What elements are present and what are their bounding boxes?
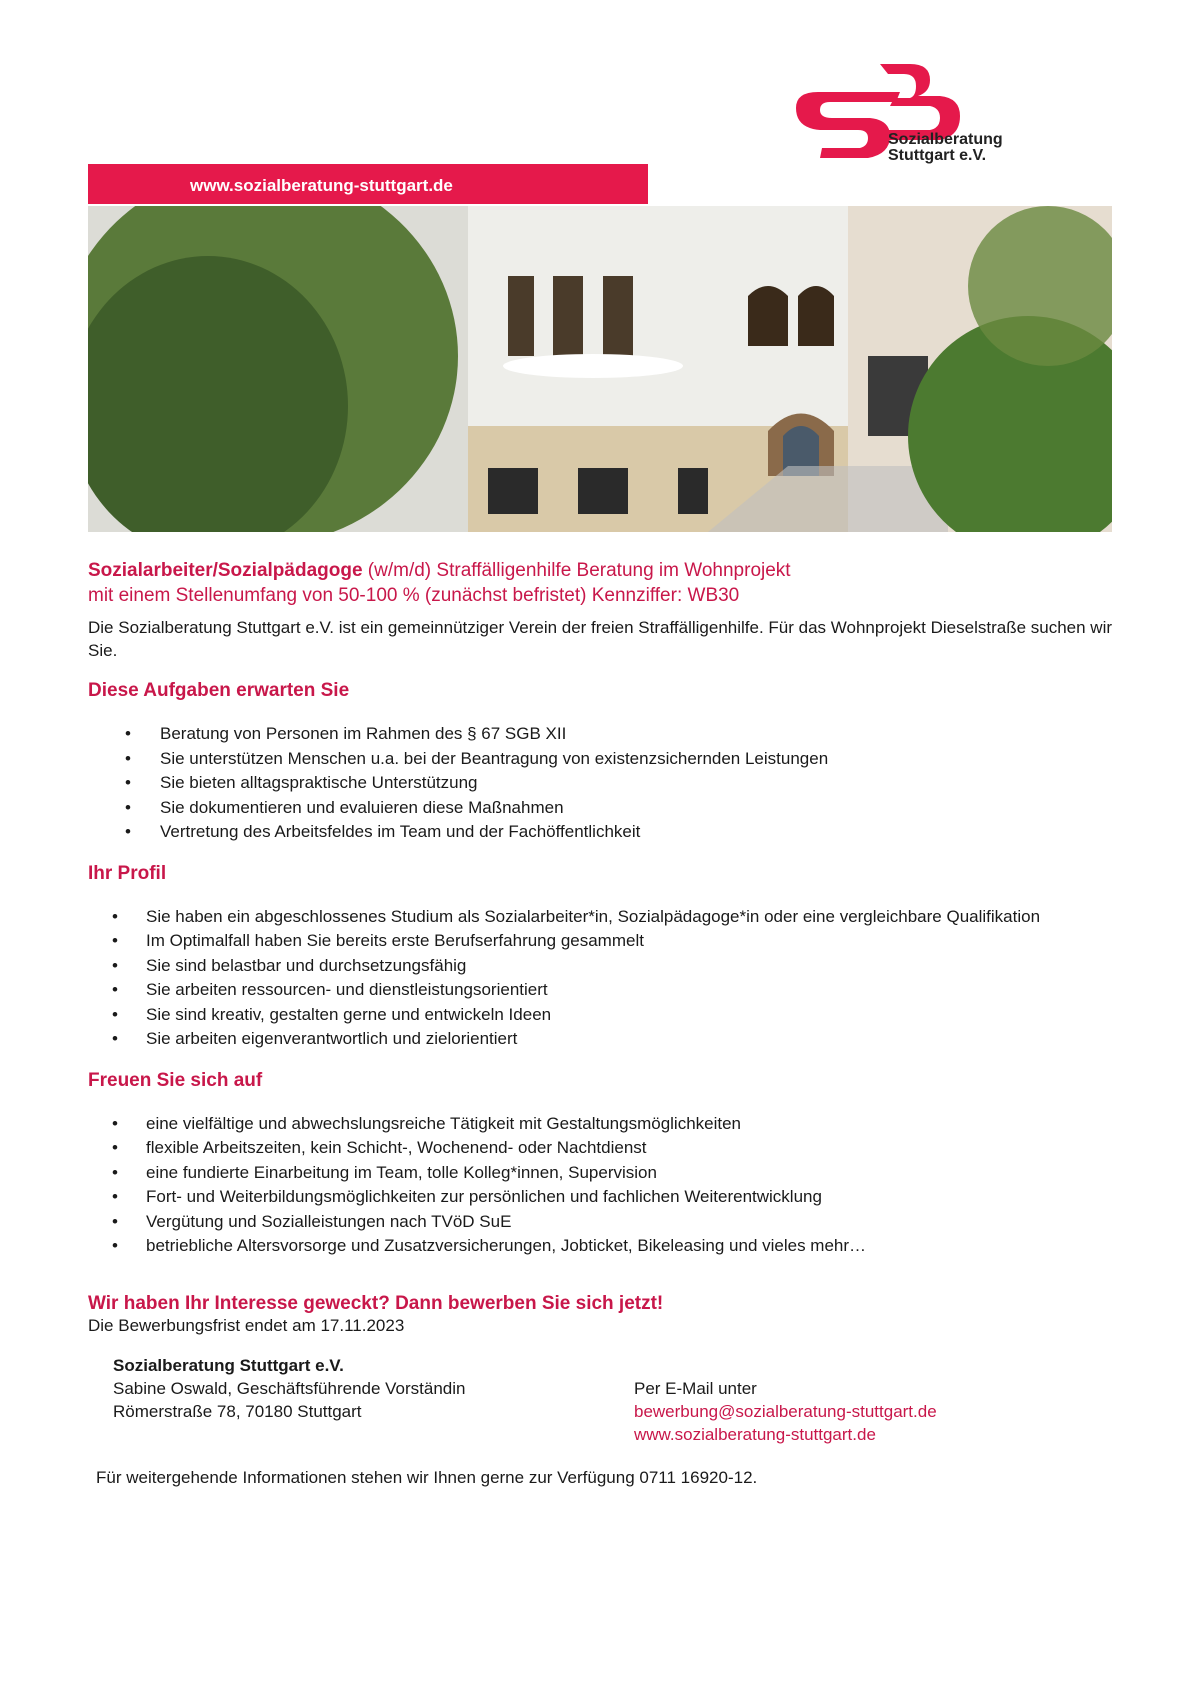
list-item: • Sie dokumentieren und evaluieren diese Maßnahmen [88,796,1118,821]
intro-text: Die Sozialberatung Stuttgart e.V. ist ein gemeinnütziger Verein der freien Straffälligenhilfe. Für das Wohnprojekt Dieselstraße suchen wir Sie. [88,618,1113,660]
list-item: • Vergütung und Sozialleistungen nach TVöD SuE [88,1210,1118,1235]
list-item: • eine fundierte Einarbeitung im Team, tolle Kolleg*innen, Supervision [88,1161,1118,1186]
list-item: • Sie bieten alltagspraktische Unterstützung [88,771,1118,796]
list-item: • Sie arbeiten eigenverantwortlich und zielorientiert [88,1027,1118,1052]
deadline: Die Bewerbungsfrist endet am 17.11.2023 [88,1315,405,1335]
benefits-list [88,1112,1118,1259]
org-name: Sozialberatung Stuttgart e.V. [113,1355,344,1375]
list-item: • Sie sind belastbar und durchsetzungsfähig [88,954,1118,979]
contact-block [88,1354,1118,1450]
list-item: • flexible Arbeitszeiten, kein Schicht-, Wochenend- oder Nachtdienst [88,1136,1118,1161]
tasks-heading: Diese Aufgaben erwarten Sie [88,680,350,701]
profile-list [88,905,1118,1052]
list-item: • Vertretung des Arbeitsfeldes im Team und der Fachöffentlichkeit [88,820,1118,845]
address: Römerstraße 78, 70180 Stuttgart [113,1401,362,1421]
list-item: • betriebliche Altersvorsorge und Zusatzversicherungen, Jobticket, Bikeleasing und vieles mehr… [88,1234,1118,1259]
list-item: • Beratung von Personen im Rahmen des § 67 SGB XII [88,722,1118,747]
contact-person: Sabine Oswald, Geschäftsführende Vorständin [113,1378,466,1398]
logo-text: Sozialberatung Stuttgart e.V. [888,131,1003,164]
website-link[interactable]: www.sozialberatung-stuttgart.de [634,1424,876,1444]
tasks-list [88,722,1118,845]
email-label: Per E-Mail unter [634,1378,757,1398]
email-link[interactable]: bewerbung@sozialberatung-stuttgart.de [634,1401,937,1421]
list-item: • eine vielfältige und abwechslungsreiche Tätigkeit mit Gestaltungsmöglichkeiten [88,1112,1118,1137]
benefits-heading: Freuen Sie sich auf [88,1069,263,1091]
call-to-action: Wir haben Ihr Interesse geweckt? Dann bewerben Sie sich jetzt! [88,1292,664,1314]
footer-text: Für weitergehende Informationen stehen wir Ihnen gerne zur Verfügung 0711 16920-12. [96,1467,758,1487]
profile-heading: Ihr Profil [88,862,167,884]
list-item: • Fort- und Weiterbildungsmöglichkeiten zur persönlichen und fachlichen Weiterentwicklung [88,1185,1118,1210]
list-item: • Sie arbeiten ressourcen- und dienstleistungsorientiert [88,978,1118,1003]
job-title: Sozialarbeiter/Sozialpädagoge (w/m/d) Straffälligenhilfe Beratung im Wohnprojekt mit einem Stellenumfang von 50-100 % (zunächst befristet) Kennziffer: WB30 [88,560,791,606]
list-item: • Sie sind kreativ, gestalten gerne und entwickeln Ideen [88,1003,1118,1028]
list-item: • Im Optimalfall haben Sie bereits erste Berufserfahrung gesammelt [88,929,1118,954]
website-banner[interactable]: www.sozialberatung-stuttgart.de [88,164,648,204]
list-item: • Sie unterstützen Menschen u.a. bei der Beantragung von existenzsichernden Leistungen [88,747,1118,772]
building-photo [88,206,1112,532]
list-item: • Sie haben ein abgeschlossenes Studium als Sozialarbeiter*in, Sozialpädagoge*in oder eine vergleichbare Qualifikation [88,905,1118,930]
